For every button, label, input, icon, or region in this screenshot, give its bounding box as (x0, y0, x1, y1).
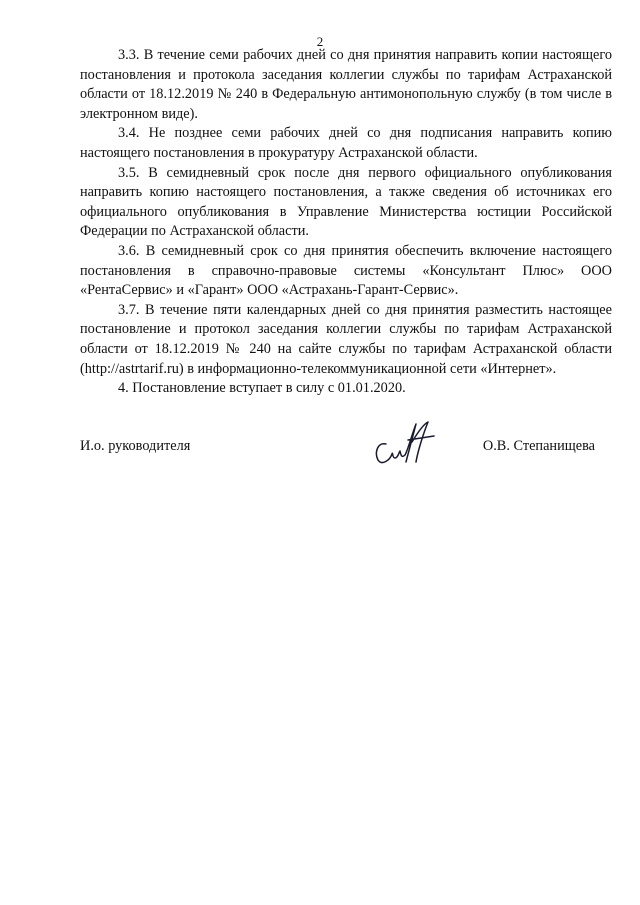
paragraph-4: 4. Постановление вступает в силу с 01.01.2020. (118, 380, 406, 397)
signature-block (80, 426, 612, 486)
handwritten-signature (368, 418, 438, 470)
paragraph-3-4: 3.4. Не позднее семи рабочих дней со дня подписания направить копию настоящего постановления в прокуратуру Астраханской области. (80, 125, 612, 161)
paragraph-3-3: 3.3. В течение семи рабочих дней со дня принятия направить копии настоящего постановления и протокола заседания коллегии службы по тарифам Астраханской области от 18.12.2019 № 240 в Федеральную антимонопольную службу (в том числе в электронном виде). (80, 47, 612, 122)
signatory-name: О.В. Степанищева (482, 438, 595, 454)
paragraph-3-5: 3.5. В семидневный срок после дня первого официального опубликования направить копию настоящего постановления, а также сведения об источниках его официального опубликования в Управление Министерства юстиции Российской Федерации по Астраханской области. (80, 164, 612, 240)
paragraph-3-6: 3.6. В семидневный срок со дня принятия обеспечить включение настоящего постановления в справочно-правовые системы «Консультант Плюс» ООО «РентаСервис» и «Гарант» ООО «Астрахань-Гарант-Сервис». (80, 242, 612, 299)
signatory-position: И.о. руководителя (80, 438, 191, 454)
document-body (80, 46, 612, 399)
paragraph-3-7: 3.7. В течение пяти календарных дней со дня принятия разместить настоящее постановление и протокол заседания коллегии службы по тарифам Астраханской области от 18.12.2019 № 240 на сайте службы по тарифам Астраханской области (http://astrtarif.ru) в информационно-телекоммуникационной сети «Интернет». (80, 301, 612, 377)
page-number: 2 (316, 34, 324, 49)
